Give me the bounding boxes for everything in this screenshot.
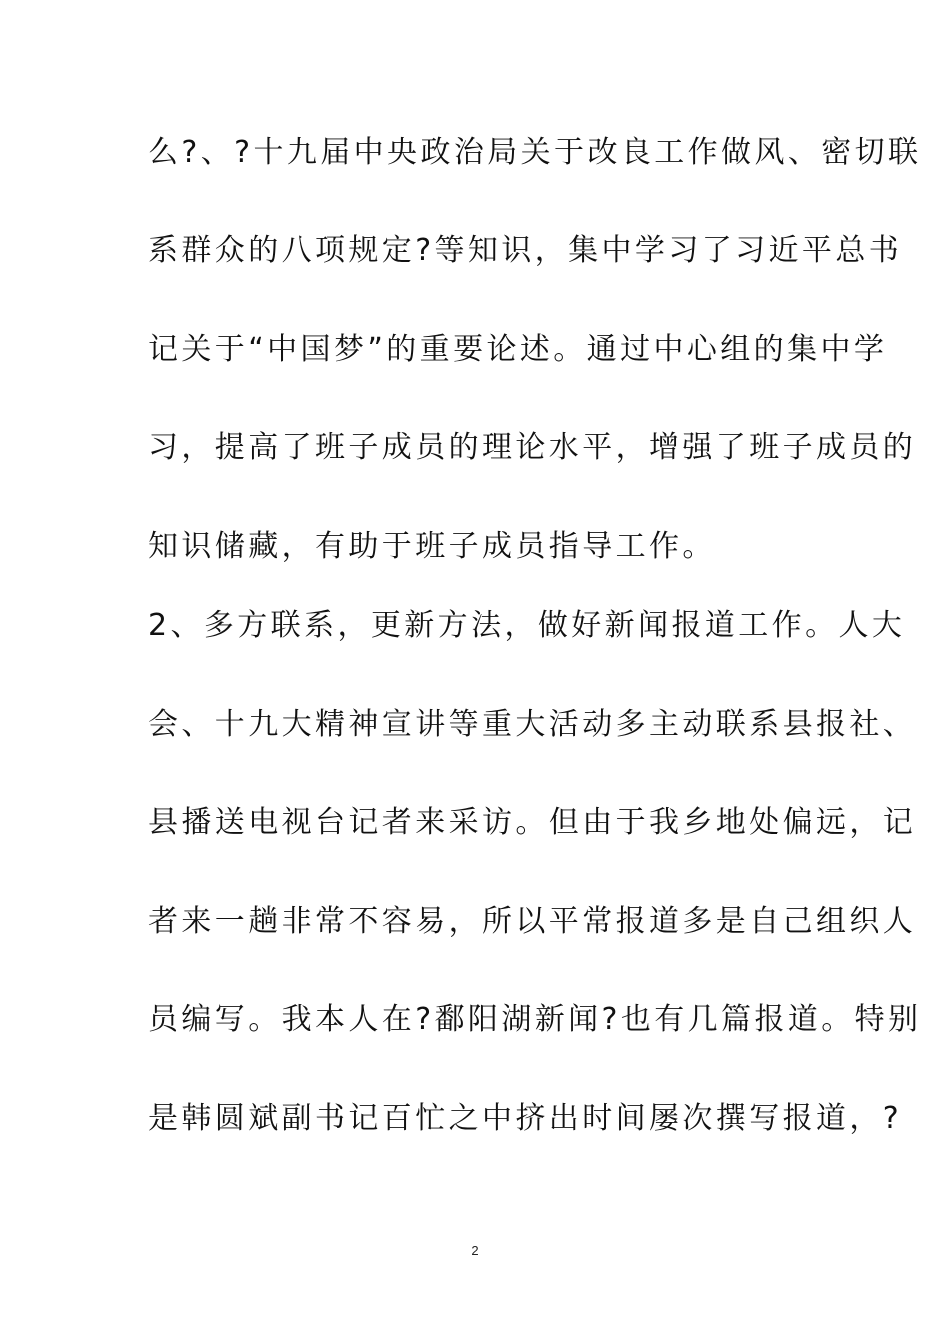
- text-line: 是韩圆斌副书记百忙之中挤出时间屡次撰写报道，?: [148, 1101, 903, 1136]
- text-line: 会、十九大精神宣讲等重大活动多主动联系县报社、: [148, 707, 917, 742]
- text-line: 么?、?十九届中央政治局关于改良工作做风、密切联: [148, 135, 922, 170]
- text-line: 2、多方联系，更新方法，做好新闻报道工作。人大: [148, 608, 906, 643]
- text-line: 县播送电视台记者来采访。但由于我乡地处偏远，记: [148, 805, 917, 840]
- text-line: 系群众的八项规定?等知识，集中学习了习近平总书: [148, 233, 903, 268]
- text-line: 员编写。我本人在?鄱阳湖新闻?也有几篇报道。特别: [148, 1002, 922, 1037]
- text-line: 记关于“中国梦”的重要论述。通过中心组的集中学: [148, 332, 888, 367]
- text-line: 者来一趟非常不容易，所以平常报道多是自己组织人: [148, 904, 917, 939]
- text-line: 习，提高了班子成员的理论水平，增强了班子成员的: [148, 430, 917, 465]
- text-line: 知识储藏，有助于班子成员指导工作。: [148, 529, 716, 564]
- page-number: 2: [471, 1243, 479, 1258]
